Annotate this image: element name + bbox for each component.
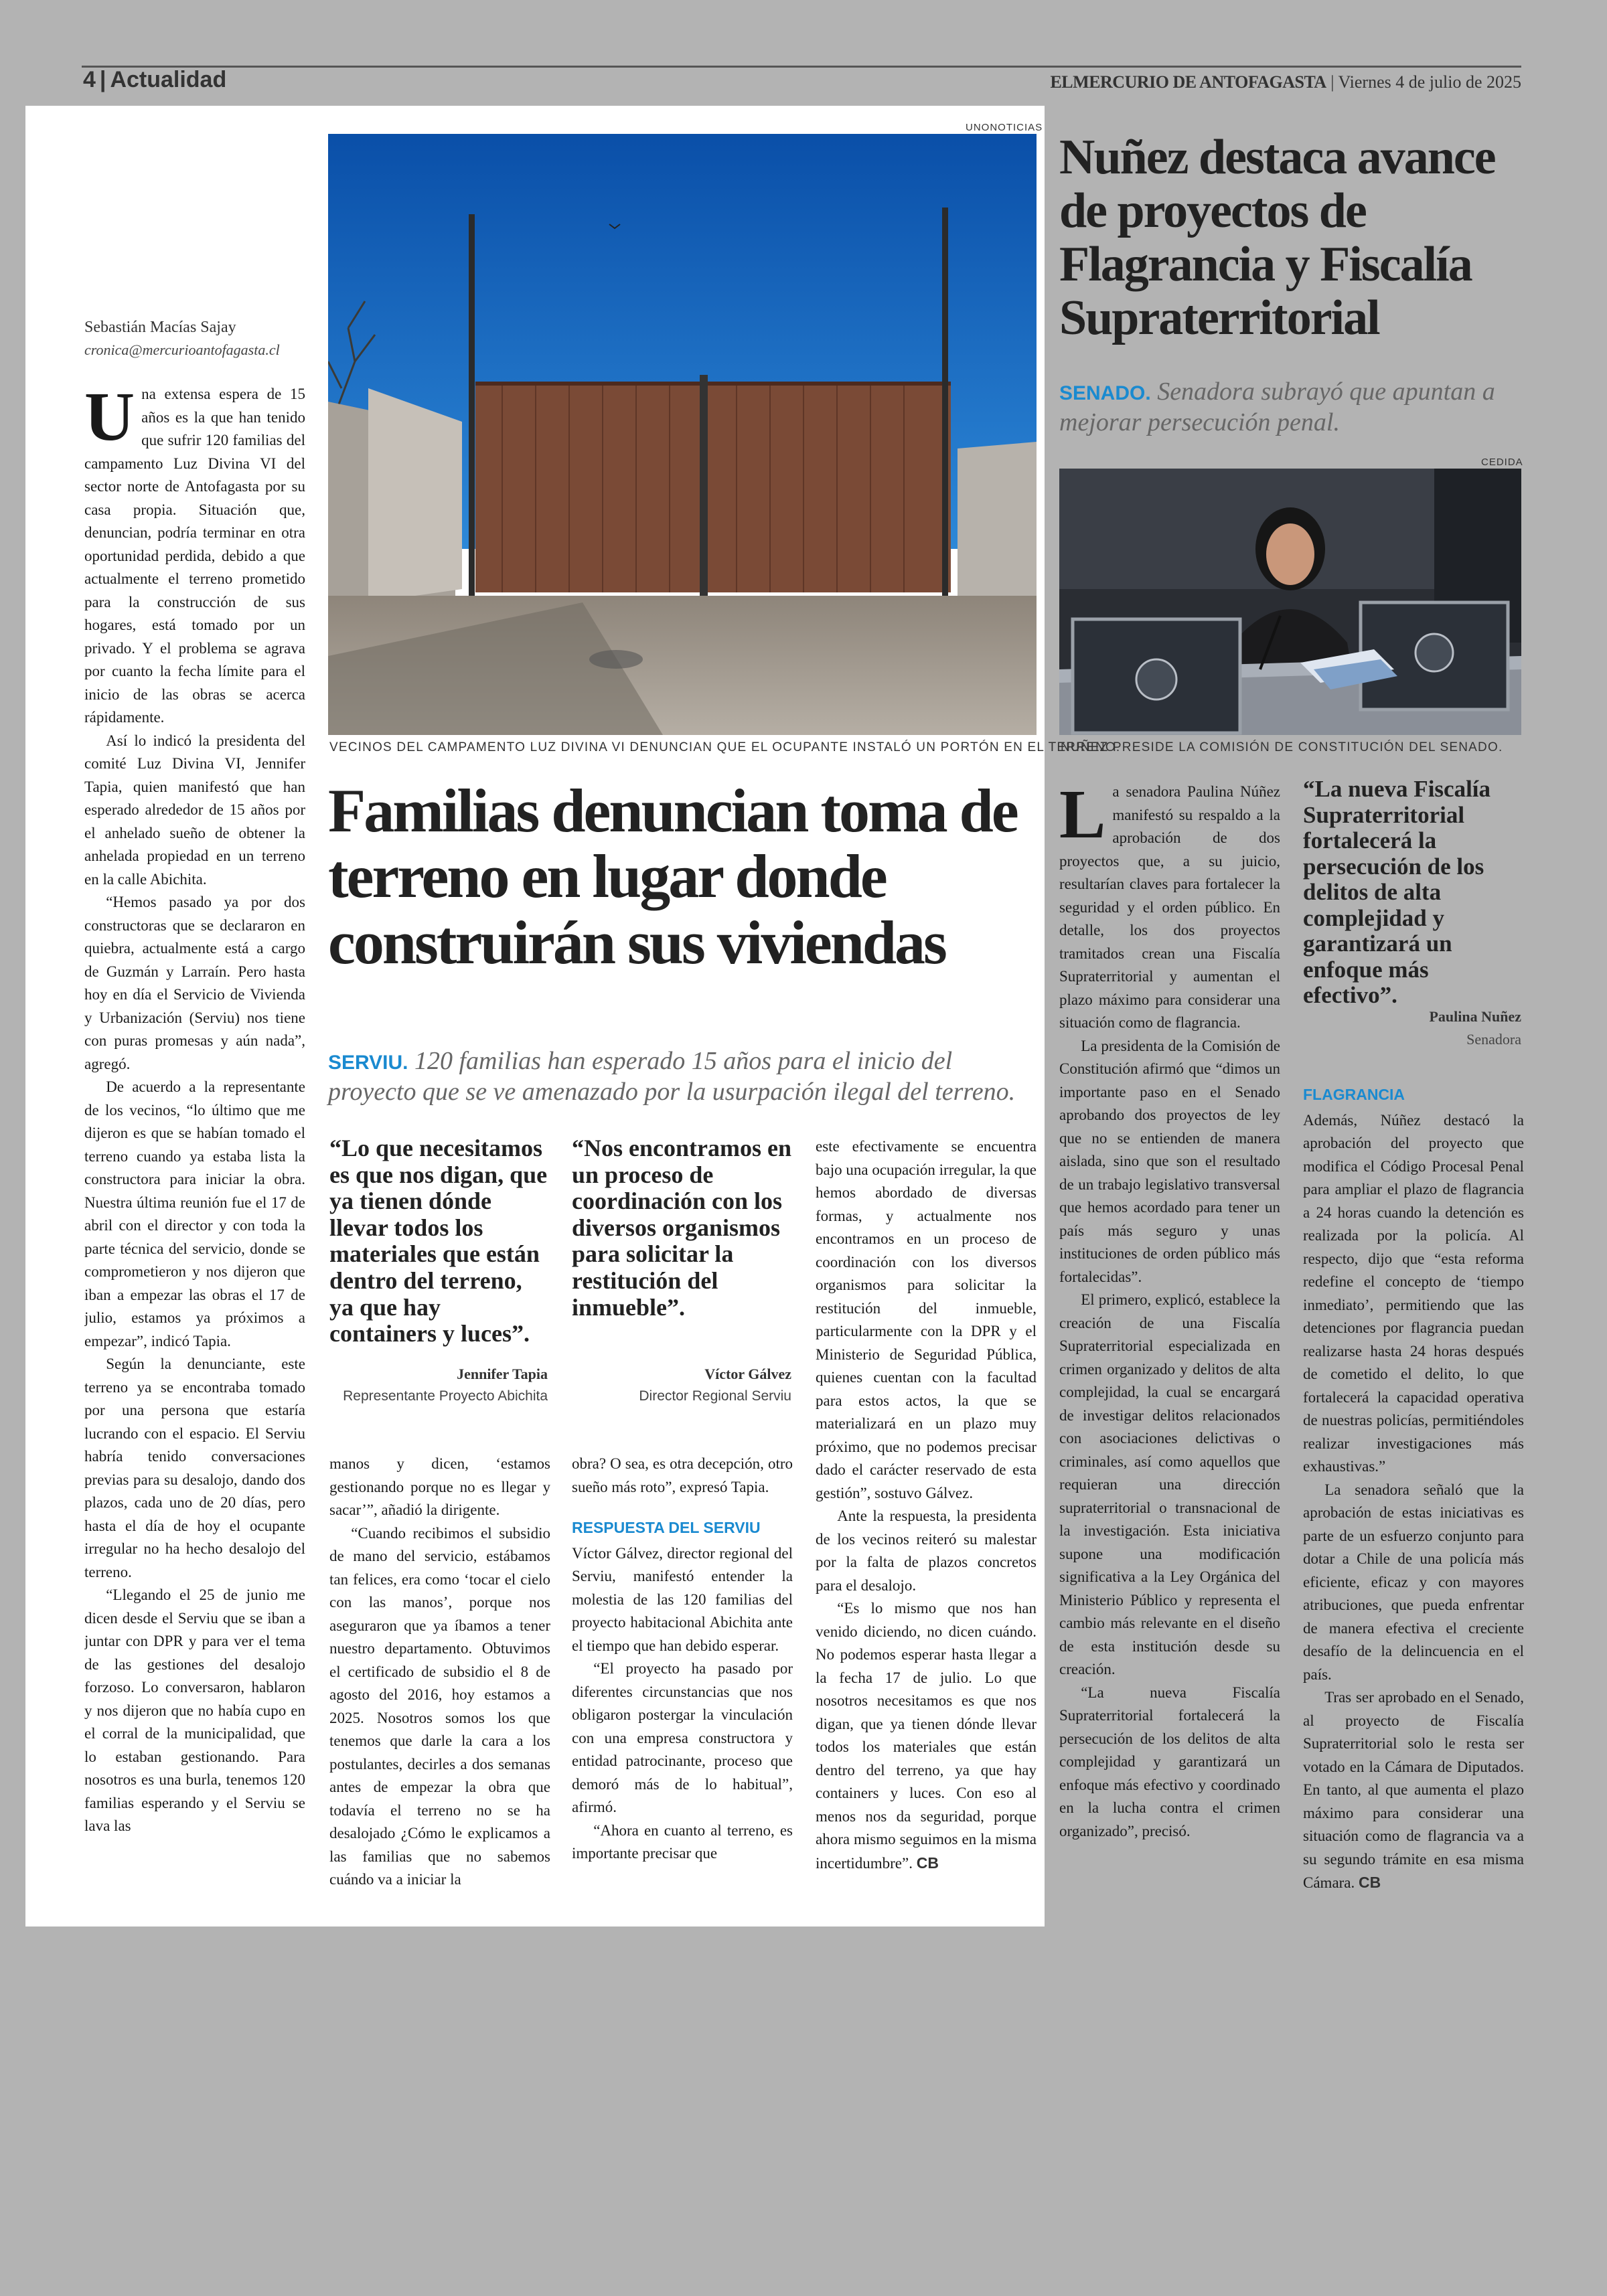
section-name: Actualidad	[110, 67, 227, 92]
main-paragraph: obra? O sea, es otra decepción, otro sueño más roto”, expresó Tapia.	[572, 1455, 793, 1495]
main-paragraph: este efectivamente se encuentra bajo una ocupación irregular, la que hemos abordado de diversas formas, y actualmente nos encontramos en un proceso de coordinación con los diversos organismos para solicitar la restitución del inmueble, particularmente con la DPR y el Ministerio de Seguridad Pública, quienes cuentan con la facultad para estos actos, la que se materializará en un plazo muy próximo, que no podemos precisar dado el carácter reservado de esta gestión”, sostuvo Gálvez.	[816, 1138, 1037, 1501]
main-photo	[328, 134, 1037, 735]
side-photo-credit: CEDIDA	[1481, 457, 1523, 468]
side-headline: Nuñez destaca avance de proyectos de Flagrancia y Fiscalía Supraterritorial	[1059, 130, 1495, 345]
side-pull-quote-name: Paulina Nuñez	[1429, 1008, 1521, 1025]
side-kicker-text: Senadora subrayó que apuntan a mejorar persecución penal.	[1059, 378, 1495, 437]
side-article-column-1	[1059, 781, 1280, 1905]
author-name: Sebastián Macías Sajay	[84, 319, 236, 336]
main-paragraph: Ante la respuesta, la presidenta de los vecinos reiteró su malestar por la falta de plazos concretos para el desalojo.	[816, 1507, 1037, 1594]
main-photo-credit: UNONOTICIAS	[966, 122, 1043, 133]
side-kicker-tag: SENADO.	[1059, 382, 1151, 404]
main-article-column-2	[329, 1453, 550, 1908]
pull-quote-tapia-role: Representante Proyecto Abichita	[343, 1388, 548, 1404]
side-paragraph: El primero, explicó, establece la creación de una Fiscalía Supraterritorial especializada en crimen organizado y delitos de alta complejidad, la cual se encargará de investigar delitos relacionados con asociaciones delictivas o criminales, así como aquellos que requieran una dirección supraterritorial o transnacional de la investigación. Esta iniciativa supone una modificación significativa a la Ley Orgánica del Ministerio Público y representa el cambio más relevante en el diseño de esta institución desde su creación.	[1059, 1291, 1280, 1677]
pull-quote-galvez: “Nos encontramos en un proceso de coordinación con los diversos organismos para solicitar la restitución del inmueble”.	[572, 1135, 791, 1321]
side-kicker	[1059, 376, 1528, 438]
header-rule	[82, 66, 1521, 68]
main-paragraph	[816, 1597, 1037, 1875]
main-paragraph-text: “Es lo mismo que nos han venido diciendo, no dicen cuándo. No podemos esperar hasta llegar a la fecha 17 de julio. Lo que nosotros necesitamos es que nos digan, que ya tienen dónde llevar todos los materiales que están dentro del terreno, ya que hay containers y luces. Con eso al menos nos da seguridad, porque ahora mismo seguimos en la misma incertidumbre”.	[816, 1600, 1037, 1872]
main-paragraph: manos y dicen, ‘estamos gestionando porque no es llegar y sacar’”, añadió la dirigente.	[329, 1455, 550, 1518]
main-article-column-1	[84, 383, 305, 1905]
side-article-column-2	[1303, 1083, 1524, 1913]
side-end-mark: CB	[1359, 1874, 1381, 1891]
main-paragraph: Según la denunciante, este terreno ya se encontraba tomado por una persona que estaría lucrando con el espacio. El Serviu habría tenido conversaciones previas para su desalojo, dando dos plazos, cada uno de 20 días, pero hasta el día de hoy el ocupante irregular no ha hecho desalojo del terreno.	[84, 1356, 305, 1580]
side-pull-quote-role: Senadora	[1466, 1031, 1521, 1048]
main-end-mark: CB	[916, 1854, 939, 1872]
side-pull-quote: “La nueva Fiscalía Supraterritorial fortalecerá la persecución de los delitos de alta complejidad y garantizará un enfoque más efectivo”.	[1303, 776, 1491, 1008]
main-paragraph: “Cuando recibimos el subsidio de mano del servicio, estábamos tan felices, era como ‘tocar el cielo con las manos’, porque nos aseguraron que ya íbamos a tener nuestro departamento. Obtuvimos el certificado de subsidio el 8 de agosto del 2016, hoy estamos a 2025. Nosotros somos los que tenemos que darle la cara a los postulantes, decirles a dos semanas antes de empezar la obra que todavía el terreno no se ha desalojado ¿Cómo le explicamos a las familias que no sabemos cuándo va a iniciar la	[329, 1524, 550, 1888]
main-article-column-3	[572, 1453, 793, 1908]
main-paragraph: Así lo indicó la presidenta del comité Luz Divina VI, Jennifer Tapia, quien manifestó que han esperado alrededor de 15 años por el anhelado sueño de obtener la anhelada propiedad en un terreno en la calle Abichita.	[84, 732, 305, 888]
main-subhead: RESPUESTA DEL SERVIU	[572, 1519, 761, 1536]
side-paragraph: Además, Núñez destacó la aprobación del proyecto que modifica el Código Procesal Penal para ampliar el plazo de flagrancia a 24 horas cuando la detención es realizada por la policía. Al respecto, dijo que “esta reforma redefine el concepto de ‘tiempo inmediato’, permitiendo que las detenciones por flagrancia puedan realizarse hasta 24 horas después de cometido el delito, lo que fortalecerá la capacidad operativa de nuestras policías, permitiéndoles realizar investigaciones más exhaustivas.”	[1303, 1111, 1524, 1475]
main-paragraph: “Hemos pasado ya por dos constructoras que se declararon en quiebra, actualmente está a cargo de Guzmán y Larraín. Pero hasta hoy en día el Servicio de Vivienda y Urbanización (Serviu) nos tiene con puras promesas y aún nada”, agregó.	[84, 894, 305, 1072]
side-dropcap: L	[1059, 781, 1106, 853]
side-paragraph: a senadora Paulina Núñez manifestó su respaldo a la aprobación de dos proyectos que, a su juicio, resultarían claves para fortalecer la seguridad y el orden público. En detalle, los dos proyectos tramitados crean una Fiscalía Supraterritorial y aumentan el plazo máximo para considerar una situación como de flagrancia.	[1059, 783, 1280, 1031]
publication-name: ELMERCURIO DE ANTOFAGASTA	[1050, 72, 1326, 92]
main-article-column-4	[816, 1135, 1037, 1905]
pull-quote-galvez-name: Víctor Gálvez	[704, 1366, 791, 1382]
side-photo	[1059, 469, 1521, 735]
main-photo-illustration	[328, 134, 1037, 735]
main-paragraph: De acuerdo a la representante de los vecinos, “lo último que me dijeron es que se habían tomado el terreno cuando ya estaba lista la constructora para iniciar la obra. Nuestra última reunión fue el 17 de abril con el director y con toda la parte técnica del servicio, donde se comprometieron y nos dijeron que iban a empezar las obras el 17 de julio, estamos ya próximos a empezar”, indicó Tapia.	[84, 1078, 305, 1349]
pull-quote-galvez-role: Director Regional Serviu	[639, 1388, 791, 1404]
side-paragraph: La senadora señaló que la aprobación de estas iniciativas es parte de un esfuerzo conjunto para dotar a Chile de una policía más eficiente, eficaz y con mayores atribuciones, que pueda enfrentar de manera efectiva el creciente desafío de la delincuencia en el país.	[1303, 1481, 1524, 1683]
author-email: cronica@mercurioantofagasta.cl	[84, 341, 280, 358]
main-paragraph: Víctor Gálvez, director regional del Serviu, manifestó entender la molestia de las 120 familias del proyecto habitacional Abichita ante el tiempo que han debido esperar.	[572, 1544, 793, 1654]
side-paragraph: “La nueva Fiscalía Supraterritorial fortalecerá la persecución de los delitos de alta complejidad y garantizará un enfoque más efectivo y coordinado en la lucha contra el crimen organizado”, precisó.	[1059, 1684, 1280, 1839]
side-paragraph: La presidenta de la Comisión de Constitución afirmó que “dimos un importante paso en el Senado aprobando dos proyectos de ley que no se entienden de manera aislada, sino que son el resultado de un trabajo legislativo transversal que hemos acordado para tener un país más seguro y unas instituciones de orden público más fortalecidas”.	[1059, 1037, 1280, 1285]
section-separator: |	[99, 67, 106, 92]
page-number: 4	[83, 67, 96, 92]
main-kicker-tag: SERVIU.	[328, 1052, 408, 1074]
main-paragraph: “Ahora en cuanto al terreno, es importante precisar que	[572, 1821, 793, 1862]
main-paragraph: “Llegando el 25 de junio me dicen desde el Serviu que se iban a juntar con DPR y para ver el tema de las gestiones del desalojo forzoso. Lo conversaron, hablaron y nos dijeron que no había cupo en el corral de la municipalidad, que lo estaban gestionando. Para nosotros es una burla, tenemos 120 familias esperando y el Serviu se lava las	[84, 1586, 305, 1834]
side-paragraph-text: Tras ser aprobado en el Senado, al proyecto de Fiscalía Supraterritorial solo le resta ser votado en la Cámara de Diputados. En tanto, al que aumenta el plazo máximo para considerar una situación como de flagrancia va a su segundo trámite en esa misma Cámara.	[1303, 1689, 1524, 1891]
page-section-label	[83, 67, 226, 93]
main-dropcap: U	[84, 383, 135, 455]
main-headline: Familias denuncian toma de terreno en lugar donde construirán sus viviendas	[328, 776, 1017, 977]
main-kicker-text: 120 familias han esperado 15 años para el inicio del proyecto que se ve amenazado por la usurpación ilegal del terreno.	[328, 1047, 1016, 1106]
side-paragraph	[1303, 1686, 1524, 1895]
publication-date: Viernes 4 de julio de 2025	[1338, 72, 1521, 92]
main-photo-caption: VECINOS DEL CAMPAMENTO LUZ DIVINA VI DENUNCIAN QUE EL OCUPANTE INSTALÓ UN PORTÓN EN EL TERRENO.	[329, 740, 1121, 754]
main-kicker	[328, 1046, 1038, 1108]
side-subhead: FLAGRANCIA	[1303, 1086, 1405, 1103]
main-paragraph: “El proyecto ha pasado por diferentes circunstancias que nos obligaron postergar la vinculación con una empresa constructora y entidad patrocinante, proceso que demoró más de lo habitual”, afirmó.	[572, 1660, 793, 1815]
side-photo-caption: NUÑEZ PRESIDE LA COMISIÓN DE CONSTITUCIÓN DEL SENADO.	[1061, 740, 1503, 754]
publication-date-line: ELMERCURIO DE ANTOFAGASTA | Viernes 4 de julio de 2025	[1050, 72, 1521, 92]
pull-quote-tapia-name: Jennifer Tapia	[457, 1366, 548, 1382]
side-photo-illustration	[1059, 469, 1521, 735]
main-paragraph: na extensa espera de 15 años es la que han tenido que sufrir 120 familias del campamento Luz Divina VI del sector norte de Antofagasta por su casa propia. Situación que, denuncian, podría terminar en otra oportunidad perdida, debido a que actualmente el terreno prometido para la construcción de sus hogares, está tomado por un privado. Y el problema se agrava por cuanto la fecha límite para el inicio de las obras se acerca rápidamente.	[84, 386, 305, 726]
pull-quote-tapia: “Lo que necesitamos es que nos digan, que ya tienen dónde llevar todos los materiales que están dentro del terreno, ya que hay containers y luces”.	[329, 1135, 548, 1347]
